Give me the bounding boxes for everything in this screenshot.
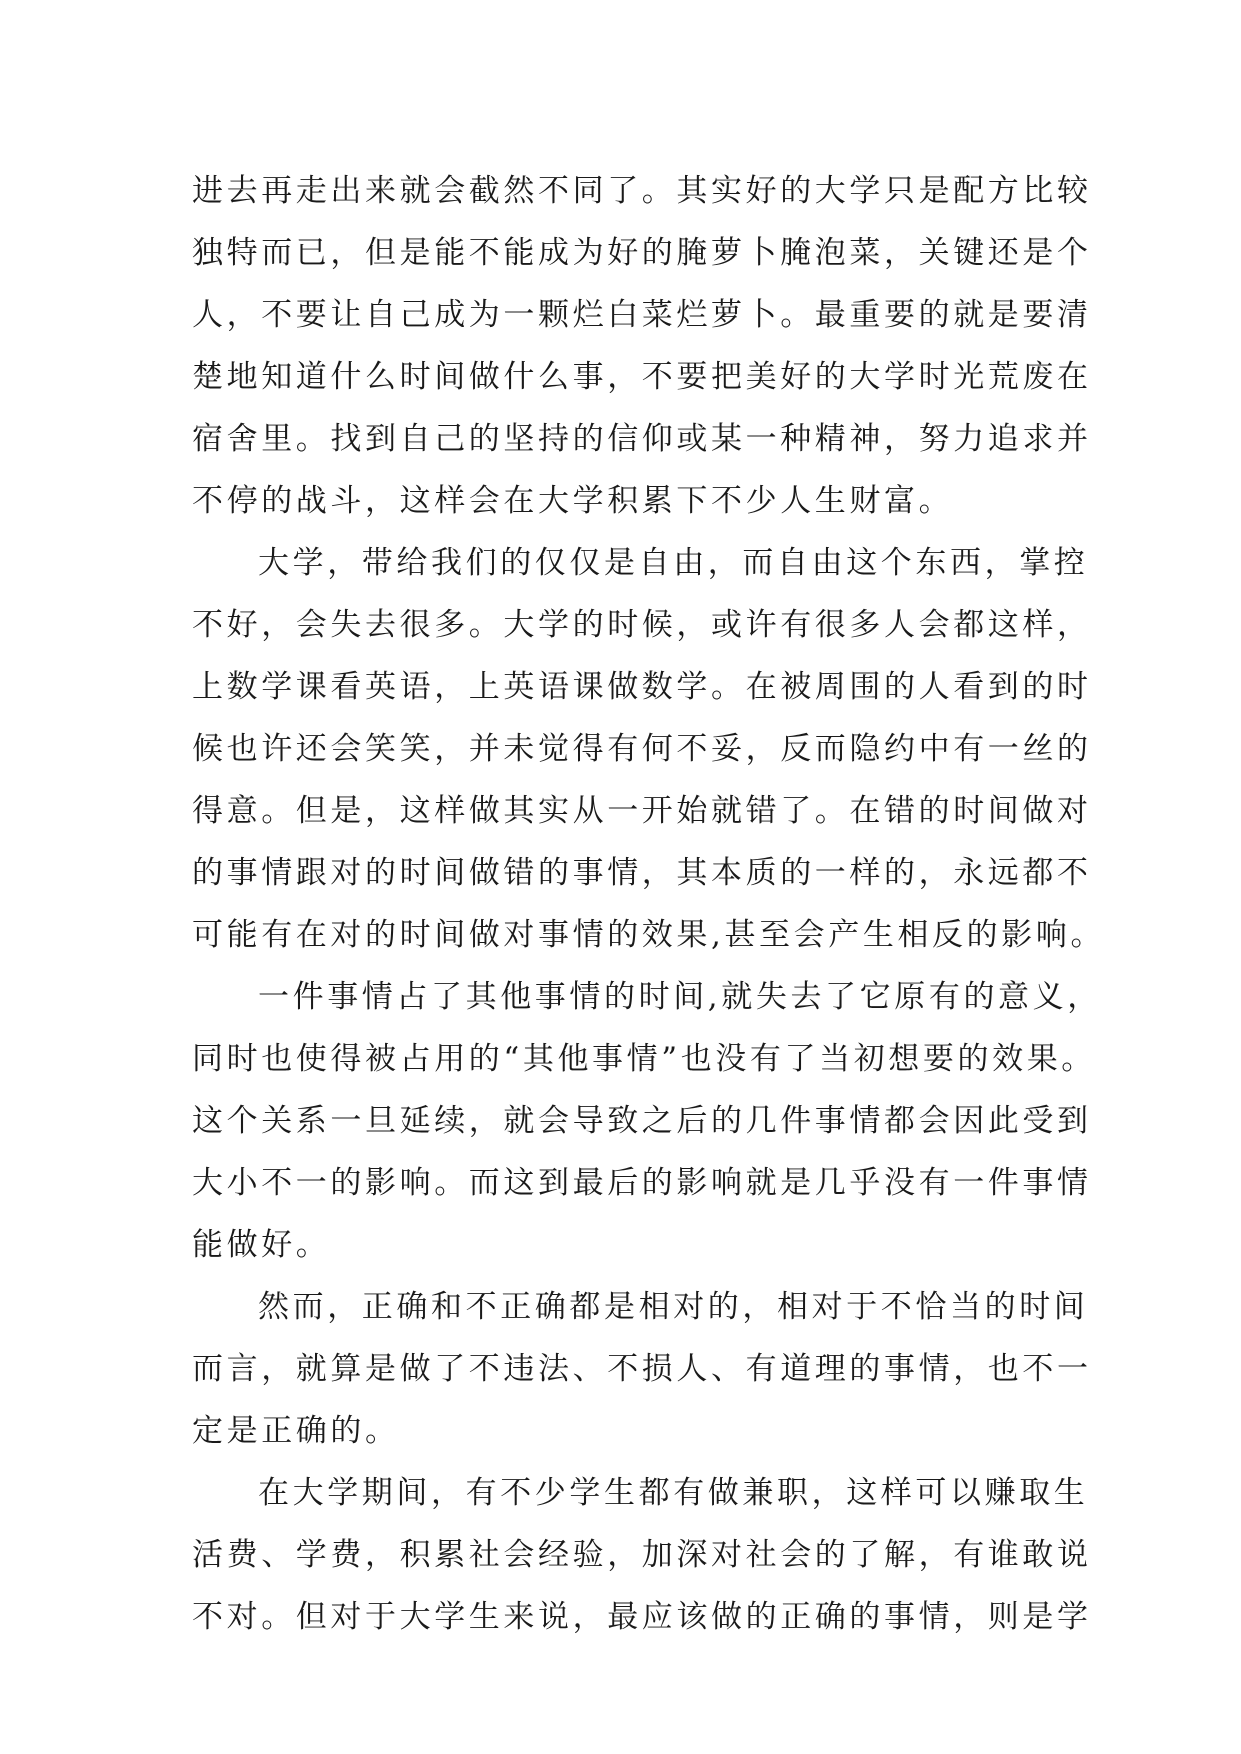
text-line: 上数学课看英语，上英语课做数学。在被周围的人看到的时: [192, 669, 1092, 705]
paragraph-2: [192, 532, 1106, 966]
text-line: 在大学期间，有不少学生都有做兼职，这样可以赚取生: [258, 1475, 1089, 1511]
paragraph-1: [192, 160, 1092, 532]
text-line: 定是正确的。: [192, 1413, 400, 1449]
text-line: 这个关系一旦延续，就会导致之后的几件事情都会因此受到: [192, 1103, 1092, 1139]
text-line: 不好，会失去很多。大学的时候，或许有很多人会都这样，: [192, 607, 1092, 643]
text-line: 得意。但是，这样做其实从一开始就错了。在错的时间做对: [192, 793, 1092, 829]
text-line: 宿舍里。找到自己的坚持的信仰或某一种精神，努力追求并: [192, 421, 1092, 457]
text-line: 能做好。: [192, 1227, 331, 1263]
text-line: 候也许还会笑笑，并未觉得有何不妥，反而隐约中有一丝的: [192, 731, 1092, 767]
text-line: 同时也使得被占用的“其他事情”也没有了当初想要的效果。: [192, 1041, 1096, 1077]
text-line: 大学，带给我们的仅仅是自由，而自由这个东西，掌控: [258, 545, 1089, 581]
text-line: 大小不一的影响。而这到最后的影响就是几乎没有一件事情: [192, 1165, 1092, 1201]
text-line: 人，不要让自己成为一颗烂白菜烂萝卜。最重要的就是要清: [192, 297, 1092, 333]
paragraph-3: [192, 966, 1102, 1276]
text-line: 而言，就算是做了不违法、不损人、有道理的事情，也不一: [192, 1351, 1092, 1387]
text-line: 的事情跟对的时间做错的事情，其本质的一样的，永远都不: [192, 855, 1092, 891]
text-line: 一件事情占了其他事情的时间,就失去了它原有的意义，: [258, 979, 1102, 1015]
document-body: [192, 160, 1106, 1648]
paragraph-4: [192, 1276, 1092, 1462]
text-line: 不对。但对于大学生来说，最应该做的正确的事情，则是学: [192, 1599, 1092, 1635]
text-line: 独特而已，但是能不能成为好的腌萝卜腌泡菜，关键还是个: [192, 235, 1092, 271]
text-line: 活费、学费，积累社会经验，加深对社会的了解，有谁敢说: [192, 1537, 1092, 1573]
text-line: 进去再走出来就会截然不同了。其实好的大学只是配方比较: [192, 173, 1092, 209]
text-line: 可能有在对的时间做对事情的效果,甚至会产生相反的影响。: [192, 917, 1106, 953]
text-line: 楚地知道什么时间做什么事，不要把美好的大学时光荒废在: [192, 359, 1092, 395]
text-line: 不停的战斗，这样会在大学积累下不少人生财富。: [192, 483, 954, 519]
text-line: 然而，正确和不正确都是相对的，相对于不恰当的时间: [258, 1289, 1089, 1325]
paragraph-5: [192, 1462, 1092, 1648]
